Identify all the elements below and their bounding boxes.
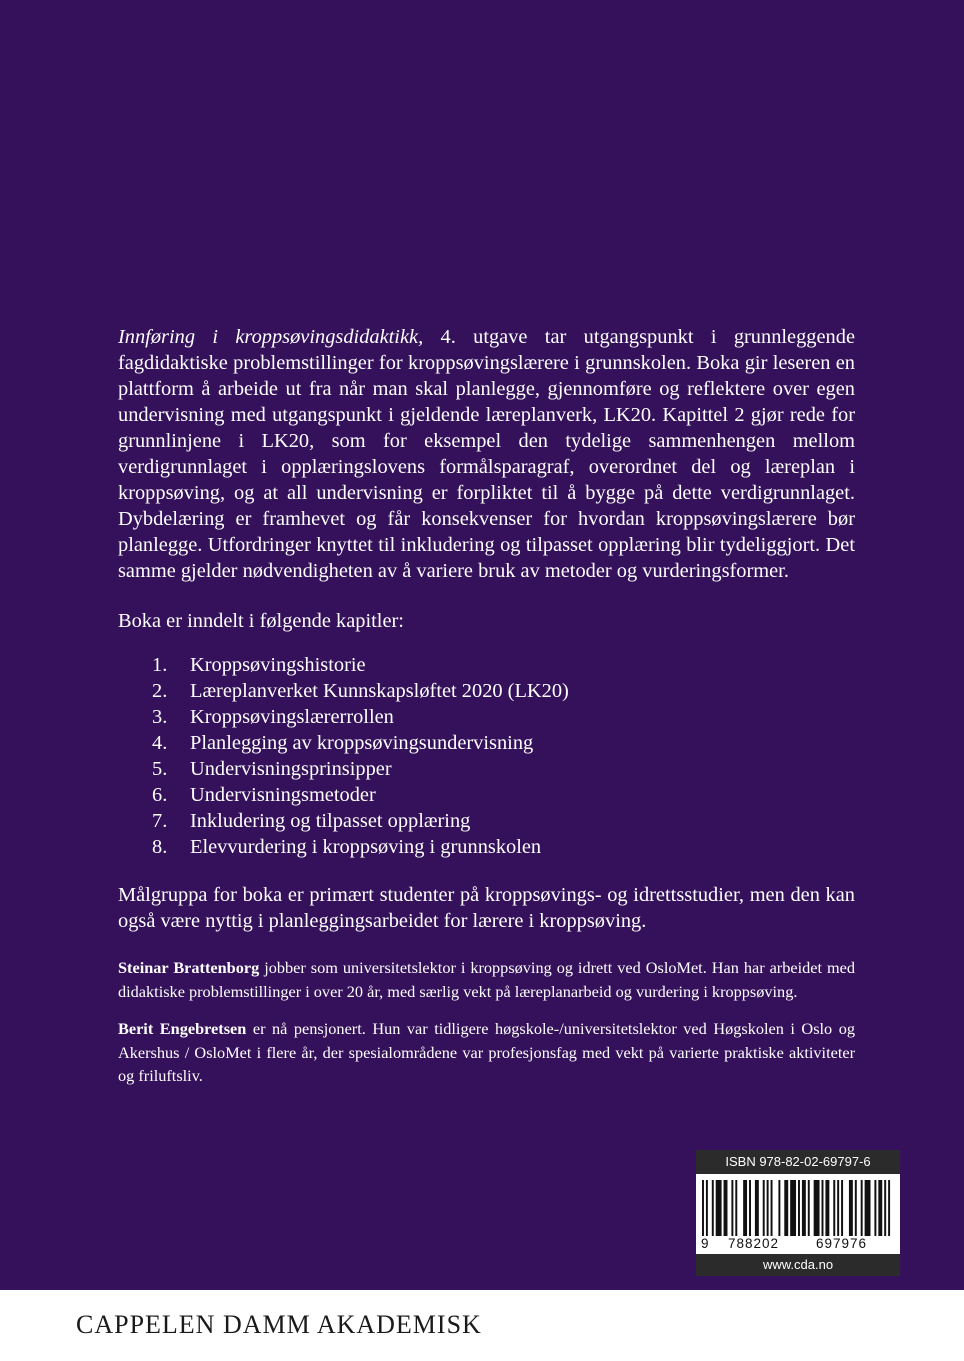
author-bio <box>118 1017 855 1088</box>
chapter-item <box>152 652 855 678</box>
barcode-digits-right: 697976 <box>816 1236 868 1251</box>
barcode-icon <box>702 1180 894 1236</box>
chapter-number: 6. <box>152 784 168 806</box>
chapter-title: Kroppsøvingshistorie <box>190 654 366 676</box>
footer-band <box>0 1290 964 1361</box>
chapter-title: Elevvurdering i kroppsøving i grunnskolen <box>190 836 542 858</box>
barcode-box <box>696 1150 900 1276</box>
author-name: Berit Engebretsen <box>118 1019 247 1038</box>
chapter-item <box>152 704 855 730</box>
author-bio-text: jobber som universitetslektor i kroppsøving og idrett ved OsloMet. Han har arbeidet med didaktiske problemstillinger i over 20 år, med særlig vekt på læreplanarbeid og vurdering i kroppsøving. <box>118 958 855 1001</box>
chapter-list <box>118 652 855 860</box>
chapter-item <box>152 678 855 704</box>
intro-text: 4. utgave tar utgangspunkt i grunnleggende fagdidaktiske problemstillinger for kroppsøvingslærere i grunnskolen. Boka gir leseren en plattform å arbeide ut fra når man skal planlegge, gjennomføre og reflektere over egen undervisning med utgangspunkt i gjeldende læreplanverk, LK20. Kapittel 2 gjør rede for grunnlinjene i LK20, som for eksempel den tydelige sammenhengen mellom verdigrunnlaget i opplæringslovens formålsparagraf, overordnet del og læreplan i kroppsøving, og at all undervisning er forpliktet til å bygge på dette verdigrunnlaget. Dybdelæring er framhevet og får konsekvenser for hvordan kroppsøvingslærere bør planlegge. Utfordringer knyttet til inkludering og tilpasset opplæring blir tydeliggjort. Det samme gjelder nødvendigheten av å variere bruk av metoder og vurderingsformer. <box>118 326 855 582</box>
barcode-digit-first: 9 <box>701 1236 710 1251</box>
chapter-number: 1. <box>152 654 168 676</box>
chapter-item <box>152 782 855 808</box>
chapter-title: Undervisningsmetoder <box>190 784 376 806</box>
chapter-title: Kroppsøvingslærerrollen <box>190 706 394 728</box>
barcode-digits-left: 788202 <box>728 1236 780 1251</box>
chapter-number: 3. <box>152 706 168 728</box>
intro-paragraph <box>118 324 855 584</box>
publisher-logo: CAPPELEN DAMM AKADEMISK <box>76 1310 482 1339</box>
chapter-number: 7. <box>152 810 168 832</box>
chapter-item <box>152 730 855 756</box>
author-bio <box>118 956 855 1003</box>
author-bio-text: er nå pensjonert. Hun var tidligere høgskole-/universitetslektor ved Høgskolen i Oslo og Akershus / OsloMet i flere år, der spesialområdene var profesjonsfag med vekt på varierte praktiske aktiviteter og friluftsliv. <box>118 1019 855 1085</box>
barcode-digits <box>696 1235 900 1253</box>
chapter-item <box>152 756 855 782</box>
publisher-url: www.cda.no <box>696 1254 900 1276</box>
chapter-title: Inkludering og tilpasset opplæring <box>190 810 471 832</box>
chapter-title: Undervisningsprinsipper <box>190 758 392 780</box>
chapters-lead: Boka er inndelt i følgende kapitler: <box>118 610 404 632</box>
cover-text <box>118 324 855 1088</box>
chapter-title: Læreplanverket Kunnskapsløftet 2020 (LK20) <box>190 680 569 702</box>
author-name: Steinar Brattenborg <box>118 958 260 977</box>
chapter-item <box>152 808 855 834</box>
chapter-number: 5. <box>152 758 168 780</box>
isbn-label: ISBN 978-82-02-69797-6 <box>696 1150 900 1174</box>
chapter-title: Planlegging av kroppsøvingsundervisning <box>190 732 534 754</box>
book-title: Innføring i kroppsøvingsdidaktikk, <box>118 326 424 348</box>
chapter-number: 2. <box>152 680 168 702</box>
chapter-item <box>152 834 855 860</box>
target-group-paragraph: Målgruppa for boka er primært studenter på kroppsøvings- og idrettsstudier, men den kan også være nyttig i planleggingsarbeidet for lærere i kroppsøving. <box>118 884 855 932</box>
chapter-number: 8. <box>152 836 168 858</box>
chapter-number: 4. <box>152 732 168 754</box>
